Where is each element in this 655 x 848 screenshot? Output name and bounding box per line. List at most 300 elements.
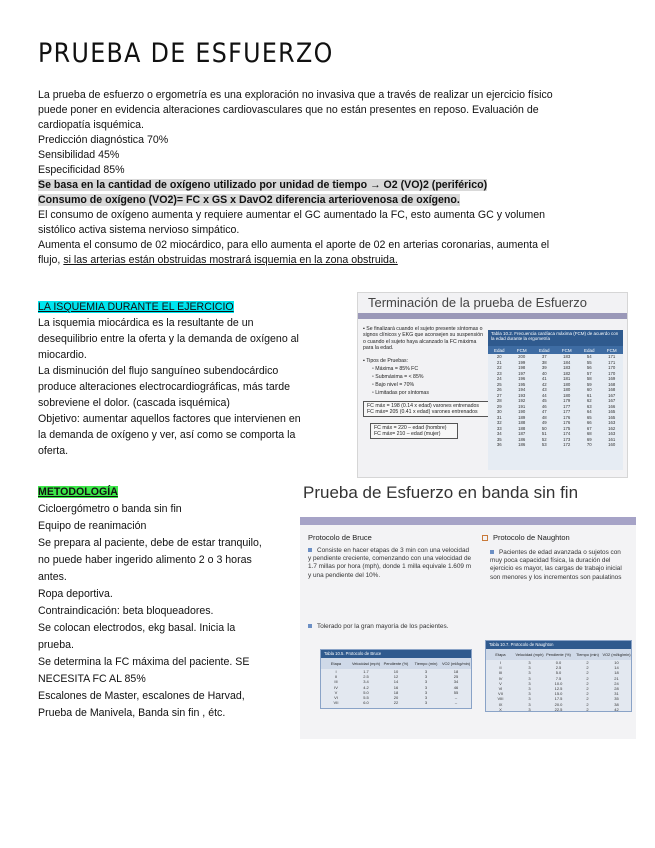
formula-line: FC máx = 220 – edad (hombre) xyxy=(374,425,447,431)
table-cell: 20.0 xyxy=(554,701,563,707)
table-cell: 166 xyxy=(608,403,616,409)
highlighted-line: Consumo de oxígeno (VO2)= FC x GS x DavO2 diferencia arteriovenosa de oxígeno. xyxy=(38,194,460,206)
table-body xyxy=(321,669,471,705)
table-cell: 5.0 xyxy=(363,689,369,695)
underlined-text: si las arterias están obstruidas mostrará isquemia en la zona obstruida. xyxy=(63,254,398,266)
bullet-icon: ▪ xyxy=(363,358,367,364)
slide-bullet: Limitadas por síntomas xyxy=(375,390,429,396)
table-cell: 3 xyxy=(528,665,531,671)
table-cell: 176 xyxy=(563,420,571,426)
table-cell: 40 xyxy=(541,370,547,376)
table-header xyxy=(486,649,631,660)
metodologia-line: Se determina la FC máxima del paciente. SE xyxy=(38,656,250,668)
isquemia-line: desequilibrio entre la oferta y la demanda de oxígeno al xyxy=(38,333,299,345)
table-cell: 195 xyxy=(518,381,526,387)
table-cell: 61 xyxy=(586,392,592,398)
table-cell: 2 xyxy=(586,680,589,686)
table-row xyxy=(488,409,623,415)
table-cell: 187 xyxy=(518,431,526,437)
table-cell: 37 xyxy=(541,354,547,360)
table-cell: 16 xyxy=(393,684,399,690)
table-cell: 171 xyxy=(608,354,616,360)
slide-bullet: Submáxima = < 85% xyxy=(375,374,424,380)
table-cell: 168 xyxy=(608,387,616,393)
table-row xyxy=(488,354,623,360)
table-cell: 170 xyxy=(608,365,616,371)
slide-bullet: Máxima = 85% FC xyxy=(375,366,419,372)
table-cell: 12 xyxy=(393,674,399,680)
table-header xyxy=(488,346,623,354)
metodologia-line: no puede haber ingerido alimento 2 o 3 horas xyxy=(38,554,252,566)
slide-bullet: Se finalizará cuando el sujeto presente síntomas o signos clínicos y EKG que aconsejen su suspensión o cuando el sujeto haya alcanzado la FC máxima para la edad. xyxy=(363,326,483,352)
formula-box xyxy=(370,423,458,439)
table-cell: 35 xyxy=(614,696,619,702)
table-cell: 3 xyxy=(424,674,428,680)
table-cell: II xyxy=(334,674,338,680)
table-cell: 55 xyxy=(453,689,459,695)
fcm-table xyxy=(488,330,623,470)
table-body xyxy=(486,660,631,712)
table-cell: VI xyxy=(498,686,503,692)
metodologia-line: prueba. xyxy=(38,639,74,651)
table-cell: 15.0 xyxy=(554,691,563,697)
table-cell: 51 xyxy=(541,431,547,437)
table-cell: 18 xyxy=(614,670,619,676)
table-cell: 54 xyxy=(586,354,592,360)
table-cell: 60 xyxy=(586,387,592,393)
table-cell: 17.5 xyxy=(554,696,563,702)
table-row xyxy=(488,382,623,388)
isquemia-line: La isquemia miocárdica es la resultante de un xyxy=(38,317,254,329)
bullet-icon: ▪ xyxy=(363,326,367,332)
table-cell: 2 xyxy=(586,670,589,676)
table-cell: 3 xyxy=(424,669,428,675)
table-cell: 63 xyxy=(586,403,592,409)
table-cell: 45 xyxy=(541,398,547,404)
table-column-header: Edad xyxy=(493,347,505,353)
table-cell: 163 xyxy=(608,420,616,426)
table-cell: 170 xyxy=(608,370,616,376)
table-title: Tabla 10.7. Protocolo de Naughton xyxy=(486,641,631,649)
table-cell: 0.0 xyxy=(555,660,562,666)
table-row xyxy=(488,420,623,426)
table-cell: 10 xyxy=(393,669,399,675)
table-cell: 2 xyxy=(586,675,589,681)
metodologia-line: Prueba de Manivela, Banda sin fin , étc. xyxy=(38,707,226,719)
table-cell: 175 xyxy=(563,425,571,431)
metodologia-line: NECESITA FC AL 85% xyxy=(38,673,146,685)
slide-banda-sin-fin xyxy=(300,517,636,739)
bullet-icon: ▫ xyxy=(372,382,376,388)
table-cell: 56 xyxy=(586,365,592,371)
table-cell: 67 xyxy=(586,425,592,431)
table-cell: 3 xyxy=(528,691,531,697)
table-cell: 42 xyxy=(614,706,619,712)
table-cell: 5.5 xyxy=(363,695,369,701)
table-cell: 194 xyxy=(518,387,526,393)
table-row xyxy=(321,700,471,705)
table-cell: 184 xyxy=(563,359,571,365)
table-row xyxy=(488,426,623,432)
metodologia-line: Equipo de reanimación xyxy=(38,520,147,532)
table-cell: 199 xyxy=(518,359,526,365)
slide-title: Prueba de Esfuerzo en banda sin fin xyxy=(303,483,579,502)
table-row xyxy=(488,360,623,366)
table-header xyxy=(321,658,471,669)
table-cell: VII xyxy=(498,691,503,697)
table-cell: 188 xyxy=(518,420,526,426)
table-cell: 182 xyxy=(563,370,571,376)
table-cell: 180 xyxy=(563,392,571,398)
table-cell: 186 xyxy=(518,442,526,448)
table-cell: 2 xyxy=(586,691,589,697)
table-cell: I xyxy=(499,660,502,666)
table-cell: I xyxy=(335,669,337,675)
bruce-table xyxy=(320,649,472,709)
table-row xyxy=(488,415,623,421)
table-cell: 46 xyxy=(541,403,547,409)
table-cell: 169 xyxy=(608,376,616,382)
table-column-header: Edad xyxy=(538,347,550,353)
table-cell: 192 xyxy=(518,398,526,404)
table-cell: 25 xyxy=(453,674,459,680)
table-row xyxy=(488,365,623,371)
table-cell: 59 xyxy=(586,381,592,387)
table-cell: 3 xyxy=(528,660,531,666)
section-heading-isquemia: LA ISQUEMIA DURANTE EL EJERCICIO xyxy=(38,301,234,313)
table-row xyxy=(488,398,623,404)
table-cell: 49 xyxy=(541,420,547,426)
table-cell: 165 xyxy=(608,414,616,420)
table-cell: 10.0 xyxy=(554,680,563,686)
intro-line: puede poner en evidencia alteraciones cardiovasculares que no están presentes en reposo. Evaluación de xyxy=(38,104,539,116)
table-cell: 190 xyxy=(518,409,526,415)
table-cell: 34 xyxy=(453,679,459,685)
table-cell: 2 xyxy=(586,706,589,712)
table-cell: 39 xyxy=(541,365,547,371)
table-cell: 176 xyxy=(563,414,571,420)
formula-line: FC máx= 205 (0.41 x edad) varones entrenados xyxy=(367,409,478,415)
table-cell: 2 xyxy=(586,701,589,707)
table-cell: 57 xyxy=(586,370,592,376)
table-cell: 44 xyxy=(541,392,547,398)
table-cell: 2 xyxy=(586,686,589,692)
bullet-icon: ▫ xyxy=(372,390,376,396)
metodologia-line: Ropa deportiva. xyxy=(38,588,113,600)
table-cell: V xyxy=(499,680,502,686)
table-cell: 21 xyxy=(496,359,502,365)
slide-title: Terminación de la prueba de Esfuerzo xyxy=(368,295,587,310)
table-cell: 24 xyxy=(496,376,502,382)
bullet-icon xyxy=(490,550,494,554)
table-cell: 177 xyxy=(563,403,571,409)
table-cell: 200 xyxy=(518,354,526,360)
slide-bar xyxy=(358,313,627,319)
isquemia-line: miocardio. xyxy=(38,349,87,361)
table-cell: 20 xyxy=(393,695,399,701)
table-row xyxy=(488,437,623,443)
table-row xyxy=(488,376,623,382)
table-cell: 3 xyxy=(528,675,531,681)
table-column-header: VO2 (ml/kg/min) xyxy=(441,661,471,666)
table-cell: 198 xyxy=(518,365,526,371)
intro-line: Sensibilidad 45% xyxy=(38,149,120,161)
table-cell: 3 xyxy=(528,680,531,686)
metodologia-line: Se colocan electrodos, ekg basal. Inicia la xyxy=(38,622,236,634)
table-column-header: VO2 (ml/kg/min) xyxy=(602,652,631,657)
table-column-header: Pendiente (%) xyxy=(546,652,571,657)
table-cell: 68 xyxy=(586,431,592,437)
table-cell: 7.5 xyxy=(555,675,562,681)
table-column-header: Velocidad (mph) xyxy=(351,661,381,666)
table-row xyxy=(488,431,623,437)
slide-bar xyxy=(300,517,636,525)
table-column-header: Etapa xyxy=(495,652,506,657)
table-cell: 14 xyxy=(393,679,399,685)
table-cell: 3 xyxy=(424,700,428,706)
table-cell: 171 xyxy=(608,359,616,365)
table-cell: 179 xyxy=(563,398,571,404)
table-cell: 22.5 xyxy=(554,706,563,712)
metodologia-line: Contraindicación: beta bloqueadores. xyxy=(38,605,214,617)
table-column-header: Edad xyxy=(583,347,595,353)
slide-terminacion xyxy=(357,292,628,478)
table-cell: 189 xyxy=(518,414,526,420)
table-column-header: FCM xyxy=(516,347,527,353)
table-cell: 3 xyxy=(424,684,428,690)
table-cell: 47 xyxy=(541,409,547,415)
table-cell: 172 xyxy=(563,442,571,448)
table-cell: 23 xyxy=(496,370,502,376)
table-cell: 18 xyxy=(453,669,459,675)
table-cell: 3 xyxy=(528,706,531,712)
table-cell: 2.5 xyxy=(363,674,369,680)
isquemia-line: la demanda de oxígeno y ver, así como se comporta la xyxy=(38,429,296,441)
table-cell: 191 xyxy=(518,403,526,409)
table-cell: 69 xyxy=(586,436,592,442)
isquemia-line: La disminución del flujo sanguíneo subendocárdico xyxy=(38,365,279,377)
table-cell: 53 xyxy=(541,442,547,448)
table-cell: 26 xyxy=(496,387,502,393)
table-cell: 3 xyxy=(528,696,531,702)
table-cell: 12.5 xyxy=(554,686,563,692)
table-cell: 41 xyxy=(541,376,547,382)
table-cell: 66 xyxy=(586,420,592,426)
table-cell: VI xyxy=(334,695,338,701)
bullet-icon xyxy=(308,624,312,628)
table-cell: 193 xyxy=(518,392,526,398)
table-cell: 180 xyxy=(563,381,571,387)
metodologia-line: antes. xyxy=(38,571,67,583)
table-cell: 3 xyxy=(528,701,531,707)
table-column-header: Etapa xyxy=(330,661,342,666)
isquemia-line: sobreviene el dolor. (cascada isquémica) xyxy=(38,397,230,409)
metodologia-line: Escalones de Master, escalones de Harvad, xyxy=(38,690,245,702)
table-cell: 38 xyxy=(614,701,619,707)
table-cell: 165 xyxy=(608,409,616,415)
table-cell: V xyxy=(334,689,338,695)
table-cell: 43 xyxy=(541,387,547,393)
table-cell: 183 xyxy=(563,354,571,360)
intro-line: Especificidad 85% xyxy=(38,164,125,176)
table-cell: 174 xyxy=(563,431,571,437)
naughton-title: Protocolo de Naughton xyxy=(493,533,570,542)
table-row xyxy=(488,387,623,393)
table-cell: 3 xyxy=(528,670,531,676)
table-cell: 167 xyxy=(608,398,616,404)
table-cell: 181 xyxy=(563,376,571,382)
table-column-header: Velocidad (mph) xyxy=(515,652,544,657)
table-cell: 33 xyxy=(496,425,502,431)
table-cell: 31 xyxy=(614,691,619,697)
table-cell: X xyxy=(499,706,502,712)
table-cell: 1.7 xyxy=(363,669,369,675)
table-cell: 2.5 xyxy=(555,665,562,671)
table-cell: 25 xyxy=(496,381,502,387)
table-cell: 29 xyxy=(496,403,502,409)
table-cell: III xyxy=(498,670,503,676)
table-cell: 3 xyxy=(424,679,428,685)
table-cell: – xyxy=(454,700,458,706)
table-cell: 3.4 xyxy=(363,679,369,685)
table-cell: 35 xyxy=(496,436,502,442)
table-cell: 2 xyxy=(586,660,589,666)
table-cell: 162 xyxy=(608,425,616,431)
table-cell: – xyxy=(454,695,458,701)
table-cell: 46 xyxy=(453,684,459,690)
table-cell: IX xyxy=(498,701,503,707)
intro-line: Aumenta el consumo de 02 miocárdico, para ello aumenta el aporte de 02 en arterias coronarias, aumenta el xyxy=(38,239,550,251)
table-cell: 5.0 xyxy=(555,670,562,676)
page-title: PRUEBA DE ESFUERZO xyxy=(38,38,334,69)
table-row xyxy=(488,393,623,399)
table-column-header: FCM xyxy=(561,347,572,353)
table-cell: IV xyxy=(334,684,338,690)
metodologia-line: Cicloergómetro o banda sin fin xyxy=(38,503,182,515)
intro-line: sistólico activa sistema nervioso simpático. xyxy=(38,224,240,236)
table-row xyxy=(488,404,623,410)
table-cell: 183 xyxy=(563,365,571,371)
table-column-header: Tiempo (min) xyxy=(414,661,438,666)
table-body xyxy=(488,354,623,470)
table-cell: 196 xyxy=(518,376,526,382)
table-cell: 2 xyxy=(586,665,589,671)
formula-line: FC máx = 198 (0.14 x edad) varones entrenados xyxy=(367,403,480,409)
table-cell: II xyxy=(499,665,502,671)
highlighted-line: Se basa en la cantidad de oxígeno utilizado por unidad de tiempo → O2 (VO)2 (periférico) xyxy=(38,179,488,191)
table-cell: 14 xyxy=(614,665,619,671)
table-row xyxy=(488,442,623,448)
slide-bullet: Tipos de Pruebas: xyxy=(366,358,409,364)
table-cell: 42 xyxy=(541,381,547,387)
table-cell: 10 xyxy=(614,660,619,666)
table-column-header: Tiempo (min) xyxy=(576,652,599,657)
table-cell: 18 xyxy=(393,689,399,695)
table-cell: 31 xyxy=(496,414,502,420)
bullet-icon xyxy=(308,548,312,552)
table-cell: 163 xyxy=(608,431,616,437)
table-cell: 30 xyxy=(496,409,502,415)
formula-box xyxy=(363,401,489,417)
table-cell: 20 xyxy=(496,354,502,360)
metodologia-line: Se prepara al paciente, debe de estar tranquilo, xyxy=(38,537,262,549)
table-cell: 3 xyxy=(424,689,428,695)
table-cell: 22 xyxy=(393,700,399,706)
table-cell: 38 xyxy=(541,359,547,365)
table-title: Tabla 10.5. Protocolo de Bruce xyxy=(321,650,471,658)
table-column-header: FCM xyxy=(606,347,617,353)
isquemia-line: produce alteraciones electrocardiográficas, más tarde xyxy=(38,381,291,393)
table-cell: 21 xyxy=(614,675,619,681)
table-cell: 168 xyxy=(608,381,616,387)
table-cell: 6.0 xyxy=(363,700,369,706)
table-title: Tabla 10.2. Frecuencia cardíaca máxima (FCM) de acuerdo con la edad durante la ergometría xyxy=(491,331,619,341)
table-cell: 27 xyxy=(496,392,502,398)
table-cell: 180 xyxy=(563,387,571,393)
table-cell: III xyxy=(334,679,338,685)
bullet-icon xyxy=(482,535,488,541)
formula-line: FC máx= 210 – edad (mujer) xyxy=(374,431,441,437)
table-cell: 48 xyxy=(541,414,547,420)
table-cell: 64 xyxy=(586,409,592,415)
table-cell: 3 xyxy=(528,686,531,692)
naughton-table xyxy=(485,640,632,712)
table-cell: 36 xyxy=(496,442,502,448)
table-cell: 161 xyxy=(608,436,616,442)
table-cell: 177 xyxy=(563,409,571,415)
table-cell: 70 xyxy=(586,442,592,448)
table-cell: 55 xyxy=(586,359,592,365)
table-cell: 24 xyxy=(614,680,619,686)
table-cell: IV xyxy=(498,675,503,681)
table-cell: 160 xyxy=(608,442,616,448)
table-cell: 50 xyxy=(541,425,547,431)
table-cell: 2 xyxy=(586,696,589,702)
table-cell: 167 xyxy=(608,392,616,398)
table-cell: VII xyxy=(333,700,339,706)
table-row xyxy=(488,371,623,377)
table-cell: 22 xyxy=(496,365,502,371)
table-cell: VIII xyxy=(497,696,504,702)
bullet-icon: ▫ xyxy=(372,366,376,372)
table-cell: 58 xyxy=(586,376,592,382)
table-row xyxy=(486,707,631,712)
slide-bullet: Consiste en hacer etapas de 3 min con una velocidad y pendiente creciente, comenzando con una velocidad de 1.7 millas por hora (mph), donde 1 milla equivale 1.609 m y una pendiente del 10%. xyxy=(308,547,472,579)
intro-line: Predicción diagnóstica 70% xyxy=(38,134,169,146)
section-heading-metodologia: METODOLOGÍA xyxy=(38,486,118,498)
intro-line: El consumo de oxígeno aumenta y requiere aumentar el GC aumentado la FC, esto aumenta GC y volumen xyxy=(38,209,546,221)
table-cell: 28 xyxy=(496,398,502,404)
table-cell: 28 xyxy=(614,686,619,692)
table-cell: 188 xyxy=(518,425,526,431)
table-cell: 65 xyxy=(586,414,592,420)
table-cell: 186 xyxy=(518,436,526,442)
slide-bullet: Tolerado por la gran mayoría de los pacientes. xyxy=(317,623,449,630)
table-cell: 4.2 xyxy=(363,684,369,690)
table-cell: 32 xyxy=(496,420,502,426)
table-cell: 3 xyxy=(424,695,428,701)
table-cell: 52 xyxy=(541,436,547,442)
table-cell: 173 xyxy=(563,436,571,442)
table-cell: 197 xyxy=(518,370,526,376)
slide-bullet: Bajo nivel = 70% xyxy=(375,382,415,388)
intro-line: cardiopatía isquémica. xyxy=(38,119,144,131)
table-cell: 34 xyxy=(496,431,502,437)
bruce-title: Protocolo de Bruce xyxy=(308,533,372,542)
slide-bullet: Pacientes de edad avanzada o sujetos con muy poca capacidad física, la duración del ejercicio es mayor, las cargas de trabajo inicial son menores y los incrementos son paulatinos xyxy=(490,549,622,581)
intro-line: flujo, xyxy=(38,254,64,266)
isquemia-line: oferta. xyxy=(38,445,69,457)
